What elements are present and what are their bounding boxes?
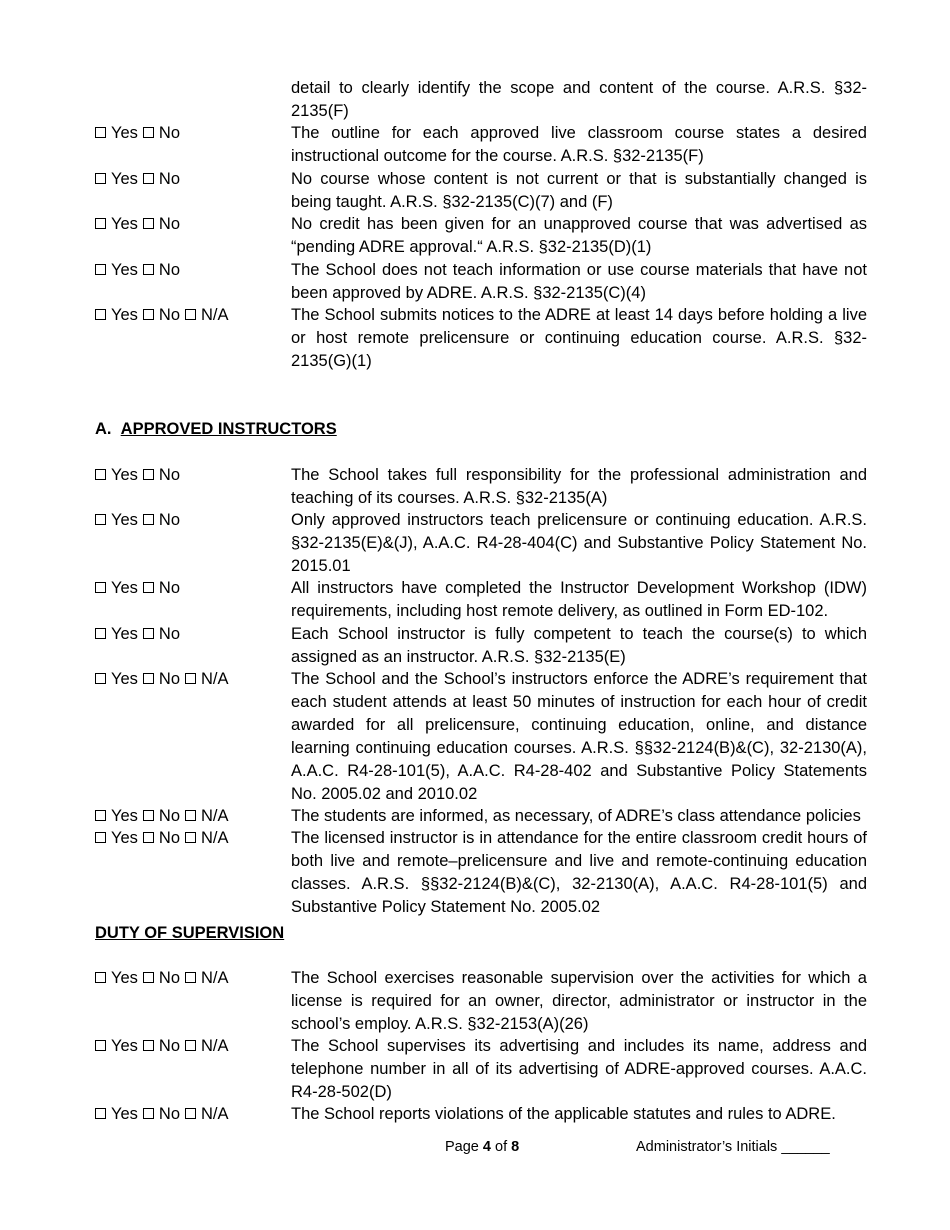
requirement-text: All instructors have completed the Instructor Development Workshop (IDW) requirements, including host remote delivery, as outlined in Form ED-102. bbox=[291, 579, 867, 620]
checkbox-no[interactable] bbox=[143, 259, 180, 282]
checkbox-square-icon[interactable] bbox=[95, 832, 106, 843]
checkbox-square-icon[interactable] bbox=[185, 309, 196, 320]
requirement-text: No course whose content is not current or that is substantially changed is being taught. A.R.S. §32-2135(C)(7) and (F) bbox=[291, 170, 867, 211]
checkbox-square-icon[interactable] bbox=[185, 1040, 196, 1051]
checkbox-label: N/A bbox=[201, 969, 229, 987]
checkbox-label: Yes bbox=[111, 511, 138, 529]
checkbox-label: N/A bbox=[201, 829, 229, 847]
checkbox-label: No bbox=[158, 829, 181, 847]
section-a-letter: A. bbox=[95, 420, 112, 438]
checkbox-yes[interactable] bbox=[95, 304, 138, 327]
checkbox-na[interactable] bbox=[185, 1035, 229, 1058]
checkbox-label: No bbox=[158, 969, 181, 987]
checkbox-square-icon[interactable] bbox=[143, 173, 154, 184]
checkbox-yes[interactable] bbox=[95, 805, 138, 828]
checkbox-square-icon[interactable] bbox=[95, 218, 106, 229]
checkbox-label: No bbox=[158, 215, 181, 233]
checkbox-label: Yes bbox=[111, 306, 138, 324]
requirement-text: No credit has been given for an unapproved course that was advertised as “pending ADRE approval.“ A.R.S. §32-2135(D)(1) bbox=[291, 215, 867, 256]
checklist-row bbox=[95, 122, 867, 168]
checkbox-square-icon[interactable] bbox=[143, 810, 154, 821]
checkbox-label: Yes bbox=[111, 1105, 138, 1123]
page-total: 8 bbox=[511, 1139, 520, 1155]
checkbox-label: No bbox=[158, 1037, 181, 1055]
checkbox-label: Yes bbox=[111, 261, 138, 279]
checklist-row bbox=[95, 827, 867, 919]
requirement-text: Only approved instructors teach prelicensure or continuing education. A.R.S. §32-2135(E)&(J), A.A.C. R4-28-404(C) and Substantive Policy Statement No. 2015.01 bbox=[291, 511, 867, 575]
checkbox-no[interactable] bbox=[143, 464, 180, 487]
checkbox-square-icon[interactable] bbox=[95, 469, 106, 480]
checklist-row bbox=[95, 464, 867, 510]
checklist-row bbox=[95, 577, 867, 623]
checkbox-no[interactable] bbox=[143, 827, 180, 850]
checkbox-label: Yes bbox=[111, 625, 138, 643]
checkbox-square-icon[interactable] bbox=[185, 1108, 196, 1119]
checkbox-square-icon[interactable] bbox=[95, 173, 106, 184]
checkbox-yes[interactable] bbox=[95, 668, 138, 691]
answer-options bbox=[95, 122, 291, 168]
checkbox-no[interactable] bbox=[143, 168, 180, 191]
checkbox-label: Yes bbox=[111, 579, 138, 597]
checkbox-square-icon[interactable] bbox=[143, 514, 154, 525]
checkbox-label: No bbox=[158, 511, 181, 529]
checkbox-no[interactable] bbox=[143, 122, 180, 145]
answer-options bbox=[95, 827, 291, 919]
checkbox-label: Yes bbox=[111, 124, 138, 142]
checklist-row bbox=[95, 1035, 867, 1104]
answer-options bbox=[95, 1035, 291, 1104]
checkbox-label: Yes bbox=[111, 466, 138, 484]
checkbox-label: No bbox=[158, 466, 181, 484]
checklist-row bbox=[95, 967, 867, 1036]
checkbox-no[interactable] bbox=[143, 805, 180, 828]
requirement-text: The outline for each approved live classroom course states a desired instructional outcome for the course. A.R.S. §32-2135(F) bbox=[291, 124, 867, 165]
answer-options bbox=[95, 168, 291, 214]
checklist-row bbox=[95, 509, 867, 578]
checkbox-square-icon[interactable] bbox=[95, 972, 106, 983]
checkbox-square-icon[interactable] bbox=[143, 673, 154, 684]
checkbox-square-icon[interactable] bbox=[143, 582, 154, 593]
requirement-text: The School and the School’s instructors enforce the ADRE’s requirement that each student attends at least 50 minutes of instruction for each hour of credit awarded for all prelicensure, continuing education, online, and distance learning continuing education courses. A.R.S. §§32-2124(B)&(C), 32-2130(A), A.A.C. R4-28-101(5), A.A.C. R4-28-402 and Substantive Policy Statements No. 2005.02 and 2010.02 bbox=[291, 670, 867, 803]
checkbox-square-icon[interactable] bbox=[143, 628, 154, 639]
checkbox-yes[interactable] bbox=[95, 122, 138, 145]
checkbox-yes[interactable] bbox=[95, 967, 138, 990]
checkbox-square-icon[interactable] bbox=[185, 832, 196, 843]
checkbox-square-icon[interactable] bbox=[95, 514, 106, 525]
checkbox-label: No bbox=[158, 670, 181, 688]
answer-options bbox=[95, 805, 291, 828]
requirement-text: The School exercises reasonable supervision over the activities for which a license is required for an owner, director, administrator or instructor in the school’s employ. A.R.S. §32-2153(A)(26) bbox=[291, 969, 867, 1033]
checkbox-no[interactable] bbox=[143, 967, 180, 990]
checklist-row bbox=[95, 213, 867, 259]
checkbox-label: Yes bbox=[111, 969, 138, 987]
checkbox-yes[interactable] bbox=[95, 1103, 138, 1126]
checklist-row bbox=[95, 623, 867, 669]
checkbox-square-icon[interactable] bbox=[95, 264, 106, 275]
answer-options bbox=[95, 464, 291, 510]
section-duty-title: DUTY OF SUPERVISION bbox=[95, 924, 285, 942]
answer-options bbox=[95, 509, 291, 578]
checkbox-na[interactable] bbox=[185, 805, 229, 828]
requirement-text: The School does not teach information or use course materials that have not been approved by ADRE. A.R.S. §32-2135(C)(4) bbox=[291, 261, 867, 302]
checkbox-label: No bbox=[158, 261, 181, 279]
checkbox-label: N/A bbox=[201, 1037, 229, 1055]
checkbox-label: Yes bbox=[111, 170, 138, 188]
checkbox-label: N/A bbox=[201, 670, 229, 688]
checkbox-label: No bbox=[158, 170, 181, 188]
requirement-text: The School supervises its advertising and includes its name, address and telephone number in all of its advertising of ADRE-approved courses. A.A.C. R4-28-502(D) bbox=[291, 1037, 867, 1101]
checkbox-square-icon[interactable] bbox=[95, 309, 106, 320]
checkbox-yes[interactable] bbox=[95, 623, 138, 646]
checkbox-label: Yes bbox=[111, 807, 138, 825]
checkbox-no[interactable] bbox=[143, 1035, 180, 1058]
checkbox-square-icon[interactable] bbox=[95, 127, 106, 138]
checkbox-square-icon[interactable] bbox=[143, 469, 154, 480]
checklist-row bbox=[95, 304, 867, 373]
continued-row bbox=[95, 77, 867, 123]
checkbox-na[interactable] bbox=[185, 304, 229, 327]
checkbox-na[interactable] bbox=[185, 827, 229, 850]
checkbox-square-icon[interactable] bbox=[95, 810, 106, 821]
checkbox-square-icon[interactable] bbox=[185, 810, 196, 821]
requirement-text: Each School instructor is fully competent to teach the course(s) to which assigned as an instructor. A.R.S. §32-2135(E) bbox=[291, 625, 867, 666]
checkbox-no[interactable] bbox=[143, 213, 180, 236]
checkbox-square-icon[interactable] bbox=[95, 1108, 106, 1119]
checkbox-label: Yes bbox=[111, 215, 138, 233]
checkbox-label: No bbox=[158, 807, 181, 825]
answer-options bbox=[95, 967, 291, 1036]
checkbox-no[interactable] bbox=[143, 668, 180, 691]
checkbox-square-icon[interactable] bbox=[95, 673, 106, 684]
checkbox-na[interactable] bbox=[185, 967, 229, 990]
checkbox-no[interactable] bbox=[143, 509, 180, 532]
checklist-row bbox=[95, 259, 867, 305]
checkbox-square-icon[interactable] bbox=[95, 628, 106, 639]
page-current: 4 bbox=[482, 1139, 491, 1155]
checkbox-no[interactable] bbox=[143, 1103, 180, 1126]
page-number: Page 4 of 8 bbox=[445, 1139, 520, 1155]
checkbox-yes[interactable] bbox=[95, 259, 138, 282]
checkbox-na[interactable] bbox=[185, 668, 229, 691]
requirement-text: The School reports violations of the applicable statutes and rules to ADRE. bbox=[291, 1105, 836, 1123]
checklist-row bbox=[95, 1103, 867, 1126]
checklist-row bbox=[95, 805, 867, 828]
section-a-heading bbox=[95, 418, 337, 441]
checkbox-square-icon[interactable] bbox=[143, 264, 154, 275]
checkbox-no[interactable] bbox=[143, 623, 180, 646]
checkbox-yes[interactable] bbox=[95, 577, 138, 600]
checkbox-label: No bbox=[158, 625, 181, 643]
answer-options bbox=[95, 259, 291, 305]
checkbox-label: N/A bbox=[201, 807, 229, 825]
checkbox-no[interactable] bbox=[143, 304, 180, 327]
checkbox-yes[interactable] bbox=[95, 509, 138, 532]
checkbox-label: N/A bbox=[201, 306, 229, 324]
checkbox-label: No bbox=[158, 124, 181, 142]
checkbox-square-icon[interactable] bbox=[185, 972, 196, 983]
answer-options bbox=[95, 668, 291, 806]
administrator-initials: Administrator’s Initials ______ bbox=[636, 1139, 830, 1155]
answer-options bbox=[95, 623, 291, 669]
section-a-title: APPROVED INSTRUCTORS bbox=[120, 420, 337, 438]
requirement-text: The School takes full responsibility for the professional administration and teaching of its courses. A.R.S. §32-2135(A) bbox=[291, 466, 867, 507]
checkbox-square-icon[interactable] bbox=[185, 673, 196, 684]
checkbox-square-icon[interactable] bbox=[143, 832, 154, 843]
checkbox-square-icon[interactable] bbox=[143, 1108, 154, 1119]
checkbox-square-icon[interactable] bbox=[143, 127, 154, 138]
checkbox-label: Yes bbox=[111, 670, 138, 688]
requirement-text: The School submits notices to the ADRE at least 14 days before holding a live or host remote prelicensure or continuing education course. A.R.S. §32-2135(G)(1) bbox=[291, 306, 867, 370]
checkbox-label: Yes bbox=[111, 829, 138, 847]
checkbox-label: No bbox=[158, 1105, 181, 1123]
checkbox-label: No bbox=[158, 306, 181, 324]
checkbox-yes[interactable] bbox=[95, 168, 138, 191]
checkbox-square-icon[interactable] bbox=[143, 218, 154, 229]
answer-options bbox=[95, 304, 291, 373]
checkbox-label: Yes bbox=[111, 1037, 138, 1055]
checklist-row bbox=[95, 668, 867, 806]
checkbox-yes[interactable] bbox=[95, 1035, 138, 1058]
checklist-row bbox=[95, 168, 867, 214]
checkbox-na[interactable] bbox=[185, 1103, 229, 1126]
checkbox-yes[interactable] bbox=[95, 213, 138, 236]
checkbox-square-icon[interactable] bbox=[143, 1040, 154, 1051]
checkbox-label: N/A bbox=[201, 1105, 229, 1123]
continued-text: detail to clearly identify the scope and content of the course. A.R.S. §32-2135(F) bbox=[291, 79, 867, 120]
checkbox-label: No bbox=[158, 579, 181, 597]
checkbox-square-icon[interactable] bbox=[143, 972, 154, 983]
requirement-text: The students are informed, as necessary, of ADRE’s class attendance policies bbox=[291, 807, 861, 825]
checkbox-square-icon[interactable] bbox=[143, 309, 154, 320]
checkbox-yes[interactable] bbox=[95, 827, 138, 850]
answer-options bbox=[95, 1103, 291, 1126]
checkbox-square-icon[interactable] bbox=[95, 582, 106, 593]
answer-options bbox=[95, 213, 291, 259]
checkbox-square-icon[interactable] bbox=[95, 1040, 106, 1051]
checkbox-no[interactable] bbox=[143, 577, 180, 600]
section-duty-heading bbox=[95, 922, 284, 945]
checkbox-yes[interactable] bbox=[95, 464, 138, 487]
answer-options bbox=[95, 577, 291, 623]
requirement-text: The licensed instructor is in attendance for the entire classroom credit hours of both live and remote–prelicensure and live and remote-continuing education classes. A.R.S. §§32-2124(B)&(C), 32-2130(A), A.A.C. R4-28-101(5) and Substantive Policy Statement No. 2005.02 bbox=[291, 829, 867, 916]
